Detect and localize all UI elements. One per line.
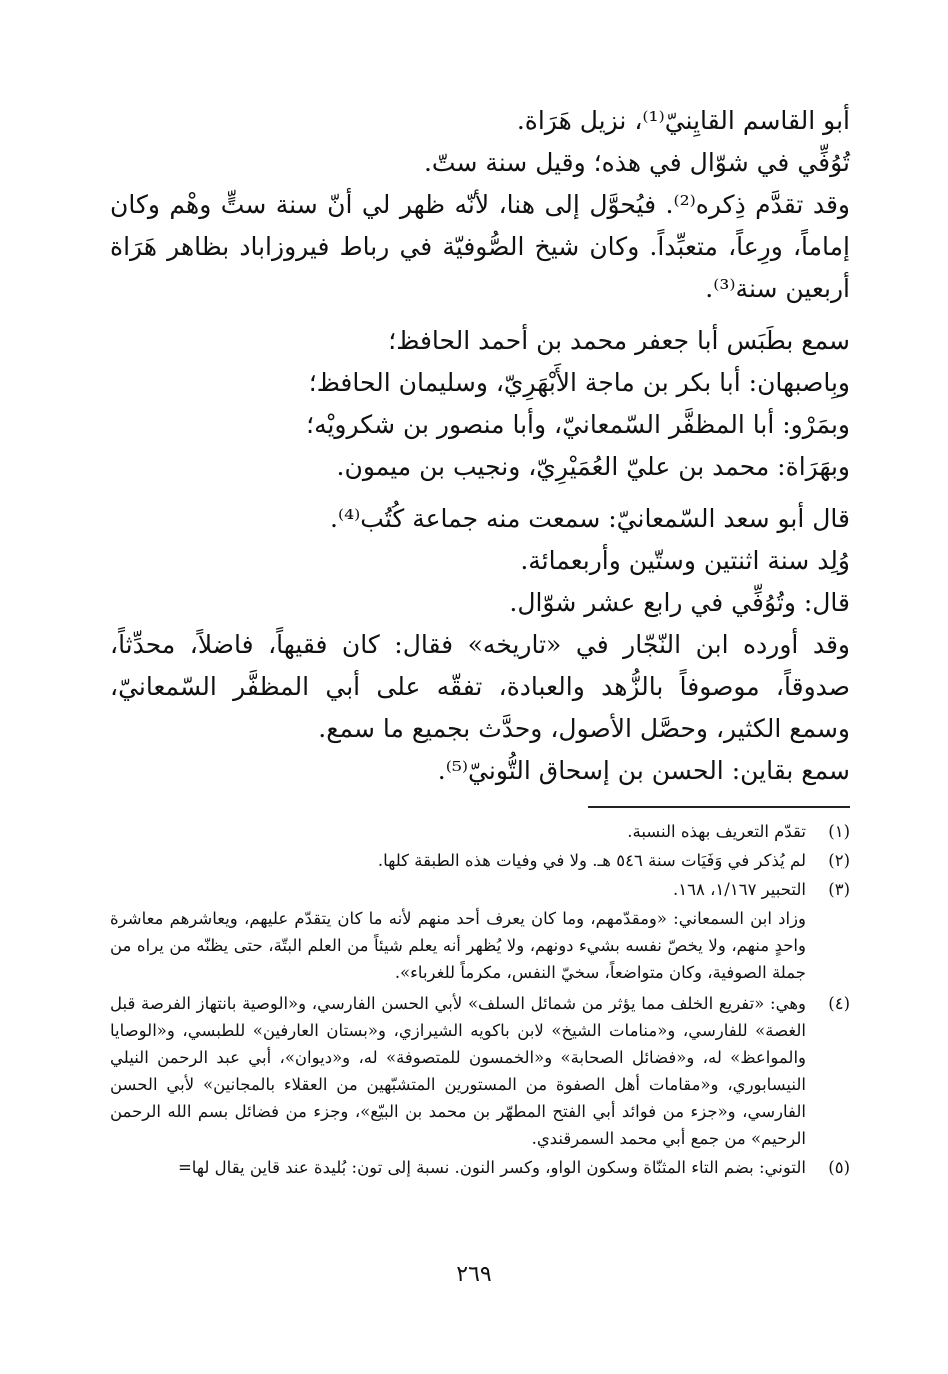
footnotes [110, 818, 850, 1181]
page-number: ٢٦٩ [456, 1262, 492, 1287]
footnote-text: لم يُذكر في وَفَيَات سنة ٥٤٦ هـ. ولا في وفيات هذه الطبقة كلها. [377, 851, 806, 870]
narration-line: وبهَرَاة: محمد بن عليّ العُمَيْرِيّ، ونجيب بن ميمون. [336, 452, 850, 481]
quote-line: وُلِد سنة اثنتين وستّين وأربعمائة. [520, 546, 850, 575]
footnote-item [110, 1154, 850, 1181]
paragraph-2: تُوُفِّي في شوّال في هذه؛ وقيل سنة ستّ. [423, 148, 850, 177]
paragraph-3: وقد تقدَّم ذِكره⁽²⁾. فيُحوَّل إلى هنا، لأنّه ظهر لي أنّ سنة ستٍّ وهْم وكان إماماً، ورِعاً، متعبِّداً. وكان شيخ الصُّوفيّة في رباط فيروزاباد بظاهر هَرَاة أربعين سنة⁽³⁾. [110, 190, 850, 303]
narrations-block [110, 320, 850, 488]
paragraph-1: أبو القاسم القايِنيّ⁽¹⁾، نزيل هَرَاة. [516, 106, 850, 135]
footnote-text: التحبير ١/١٦٧، ١٦٨. [673, 880, 806, 899]
footnote-3-continuation: وزاد ابن السمعاني: «ومقدّمهم، وما كان يعرف أحد منهم لأنه ما كان يتقدّم عليهم، ويعاشرهم معاشرة واحدٍ منهم، ولا يخصّ نفسه بشيء دونهم، ولا يُظهر أنه يعلم شيئاً من العلم البتّة، حتى يظنّه من يراه من جملة الصوفية، وكان متواضعاً، سخيّ النفس، مكرماً للغرباء». [110, 909, 806, 982]
footnote-number: (٣) [828, 880, 850, 899]
footnote-text: وهي: «تفريع الخلف مما يؤثر من شمائل السلف» لأبي الحسن الفارسي، و«الوصية بانتهاز الفرصة قبل الغصة» للفارسي، و«منامات الشيخ» لابن باكويه الشيرازي، و«بستان العارفين» للطبسي، و«الوصايا والمواعظ» له، و«فضائل الصحابة» و«الخمسون للمتصوفة» له، و«ديوان»، أبي عبد الرحمن النيلي النيسابوري، و«مقامات أهل الصفوة من المستورين المتشبّهين من العقلاء بالمجانين» لأبي الحسن الفارسي، و«جزء من فوائد أبي الفتح المطهّر بن محمد بن البيّع»، وجزء من فضائل بسم الله الرحمن الرحيم» من جمع أبي محمد السمرقندي. [110, 994, 806, 1148]
narration-line: سمع بطَبَس أبا جعفر محمد بن أحمد الحافظ؛ [388, 326, 850, 355]
narration-line: وبمَرْو: أبا المظفَّر السّمعانيّ، وأبا منصور بن شكرويْه؛ [306, 410, 850, 439]
footnote-text: التوني: بضم التاء المثنّاة وسكون الواو، وكسر النون. نسبة إلى تون: بُليدة عند قاين يقال لها= [177, 1158, 806, 1177]
page-body [110, 100, 850, 1183]
footnote-text: تقدّم التعريف بهذه النسبة. [627, 822, 806, 841]
narration-line: وبِاصبهان: أبا بكر بن ماجة الأَبْهَرِيّ، وسليمان الحافظ؛ [308, 368, 850, 397]
quote-line: قال أبو سعد السّمعانيّ: سمعت منه جماعة كُتُب⁽⁴⁾. [330, 504, 850, 533]
footnote-item [110, 990, 850, 1152]
footnote-item [110, 818, 850, 845]
footnote-number: (٤) [828, 994, 850, 1013]
footnote-item [110, 876, 850, 903]
footnote-number: (٥) [828, 1158, 850, 1177]
footnote-number: (١) [828, 822, 850, 841]
footnote-item [110, 847, 850, 874]
quotes-block [110, 498, 850, 792]
quote-paragraph: وقد أورده ابن النّجّار في «تاريخه» فقال: كان فقيهاً، فاضلاً، محدِّثاً، صدوقاً، موصوفاً بالزُّهد والعبادة، تفقّه على أبي المظفَّر السّمعانيّ، وسمع الكثير، وحصَّل الأصول، وحدَّث بجميع ما سمع. [110, 630, 850, 743]
footnote-divider [588, 806, 850, 808]
quote-line-last: سمع بقاين: الحسن بن إسحاق التُّونيّ⁽⁵⁾. [437, 756, 850, 785]
quote-line: قال: وتُوُفِّي في رابع عشر شوّال. [509, 588, 850, 617]
footnote-number: (٢) [828, 851, 850, 870]
